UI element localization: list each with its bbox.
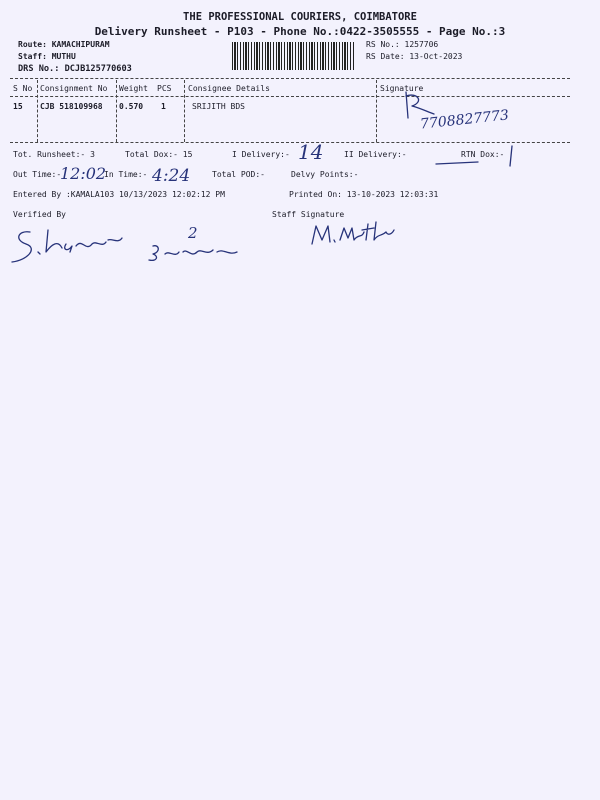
rs-number: RS No.: 1257706 [366,40,439,49]
rtn-stroke-icon [434,140,524,168]
col-header-weight: Weight [119,84,148,93]
col-divider [376,80,377,142]
second-signature-icon [145,240,245,264]
drs-number: DRS No.: DCJB125770603 [18,64,132,74]
runsheet-title: Delivery Runsheet - P103 - Phone No.:0422-3505555 - Page No.:3 [94,25,506,38]
divider-header [10,96,570,97]
col-header-consignment: Consignment No [40,84,108,93]
i-delivery-label: I Delivery:- [232,150,290,159]
entered-by: Entered By :KAMALA103 10/13/2023 12:02:12 PM [13,190,225,199]
col-header-sno: S No [13,84,33,93]
printed-on: Printed On: 13-10-2023 12:03:31 [289,190,439,199]
tot-runsheet: Tot. Runsheet:- 3 [13,150,95,159]
row-sno: 15 [13,102,23,111]
handwritten-i-delivery: 14 [298,140,324,164]
total-dox: Total Dox:- 15 [125,150,193,159]
staff-signature-label: Staff Signature [272,210,345,219]
handwritten-count: 2 [188,224,198,242]
col-divider [184,80,185,142]
delvy-points-label: Delvy Points:- [291,170,359,179]
barcode [232,42,355,70]
col-divider [37,80,38,142]
divider-top [10,78,570,79]
out-time-label: Out Time:- [13,170,62,179]
handwritten-out-time: 12:02 [60,164,107,183]
row-consignment: CJB 518109968 [40,102,103,111]
row-pcs: 1 [161,102,166,111]
route-label: Route: KAMACHIPURAM [18,40,110,49]
company-name: THE PROFESSIONAL COURIERS, COIMBATORE [183,11,417,23]
verifier-signature-icon [8,222,128,267]
staff-signature-icon [306,218,396,250]
handwritten-in-time: 4:24 [152,166,191,186]
col-header-pcs: PCS [157,84,172,93]
rtn-dox-label: RTN Dox:- [461,150,505,159]
handwritten-phone: 7708827773 [419,107,510,133]
col-header-consignee: Consignee Details [188,84,270,93]
col-header-signature: Signature [380,84,424,93]
total-pod-label: Total POD:- [212,170,265,179]
verified-by-label: Verified By [13,210,66,219]
staff-label: Staff: MUTHU [18,52,76,61]
row-weight: 0.570 [119,102,144,111]
ii-delivery-label: II Delivery:- [344,150,407,159]
in-time-label: In Time:- [104,170,148,179]
rs-date: RS Date: 13-Oct-2023 [366,52,463,61]
col-divider [116,80,117,142]
row-consignee: SRIJITH BDS [192,102,245,111]
